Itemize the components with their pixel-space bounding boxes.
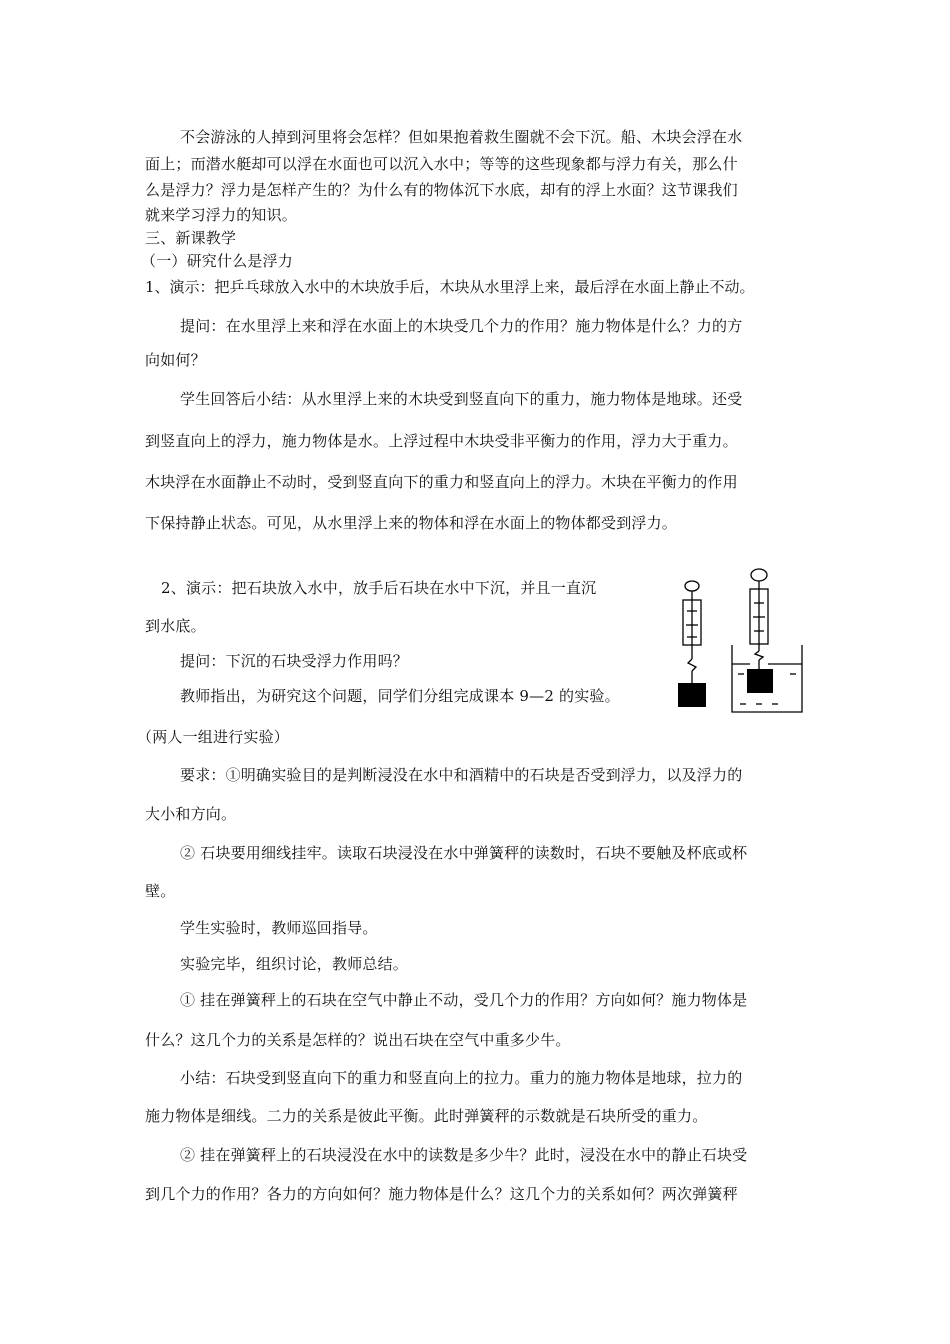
summary2-line-2: 施力物体是细线。二力的关系是彼此平衡。此时弹簧秤的示数就是石块所受的重力。: [145, 1107, 708, 1125]
question1-line-1: 提问：在水里浮上来和浮在水面上的木块受几个力的作用？施力物体是什么？力的方: [180, 317, 743, 335]
summary1-line-3: 木块浮在水面静止不动时，受到竖直向下的重力和竖直向上的浮力。木块在平衡力的作用: [145, 473, 738, 491]
demo2-line-1: 2、演示：把石块放入水中，放手后石块在水中下沉，并且一直沉: [161, 579, 597, 597]
guidance-text: 学生实验时，教师巡回指导。: [180, 919, 378, 937]
requirement1-line-1: 要求：①明确实验目的是判断浸没在水中和酒精中的石块是否受到浮力，以及浮力的: [180, 766, 743, 784]
section-title: 三、新课教学: [145, 229, 237, 247]
discussion-text: 实验完毕，组织讨论，教师总结。: [180, 955, 409, 973]
point1-line-2: 什么？这几个力的关系是怎样的？说出石块在空气中重多少牛。: [145, 1031, 571, 1049]
summary1-line-2: 到竖直向上的浮力，施力物体是水。上浮过程中木块受非平衡力的作用，浮力大于重力。: [145, 432, 738, 450]
point1-line-1: ① 挂在弹簧秤上的石块在空气中静止不动，受几个力的作用？方向如何？施力物体是: [180, 991, 748, 1009]
subsection-title: （一）研究什么是浮力: [141, 252, 294, 270]
intro-line-3: 么是浮力？浮力是怎样产生的？为什么有的物体沉下水底，却有的浮上水面？这节课我们: [145, 181, 738, 199]
teacher-note: 教师指出，为研究这个问题，同学们分组完成课本 9—2 的实验。: [180, 687, 620, 705]
intro-line-1: 不会游泳的人掉到河里将会怎样？但如果抱着救生圈就不会下沉。船、木块会浮在水: [180, 128, 743, 146]
point2-line-1: ② 挂在弹簧秤上的石块浸没在水中的读数是多少牛？此时，浸没在水中的静止石块受: [180, 1146, 748, 1164]
summary2-line-1: 小结：石块受到竖直向下的重力和竖直向上的拉力。重力的施力物体是地球，拉力的: [180, 1069, 743, 1087]
stone-block-in-air: [678, 683, 706, 707]
summary1-line-1: 学生回答后小结：从水里浮上来的木块受到竖直向下的重力，施力物体是地球。还受: [180, 390, 743, 408]
question2-text: 提问：下沉的石块受浮力作用吗？: [180, 652, 409, 670]
demo2-line-2: 到水底。: [145, 617, 206, 635]
point2-line-2: 到几个力的作用？各力的方向如何？施力物体是什么？这几个力的关系如何？两次弹簧秤: [145, 1185, 738, 1203]
stone-block-in-water: [747, 669, 773, 693]
spring-scale-diagram: [660, 565, 820, 715]
requirement2-line-1: ② 石块要用细线挂牢。读取石块浸没在水中弹簧秤的读数时，石块不要触及杯底或杯: [180, 844, 748, 862]
intro-line-4: 就来学习浮力的知识。: [145, 206, 298, 224]
summary1-line-4: 下保持静止状态。可见，从水里浮上来的物体和浮在水面上的物体都受到浮力。: [145, 514, 678, 532]
requirement1-line-2: 大小和方向。: [145, 805, 237, 823]
intro-line-2: 面上；而潜水艇却可以浮在水面也可以沉入水中；等等的这些现象都与浮力有关，那么什: [145, 155, 738, 173]
pair-note: （两人一组进行实验）: [137, 728, 290, 746]
spring-scale-figure: [660, 565, 820, 715]
requirement2-line-2: 壁。: [145, 882, 176, 900]
demo1-text: 1、演示：把乒乓球放入水中的木块放手后，木块从水里浮上来，最后浮在水面上静止不动。: [145, 278, 755, 296]
question1-line-2: 向如何？: [145, 351, 206, 369]
